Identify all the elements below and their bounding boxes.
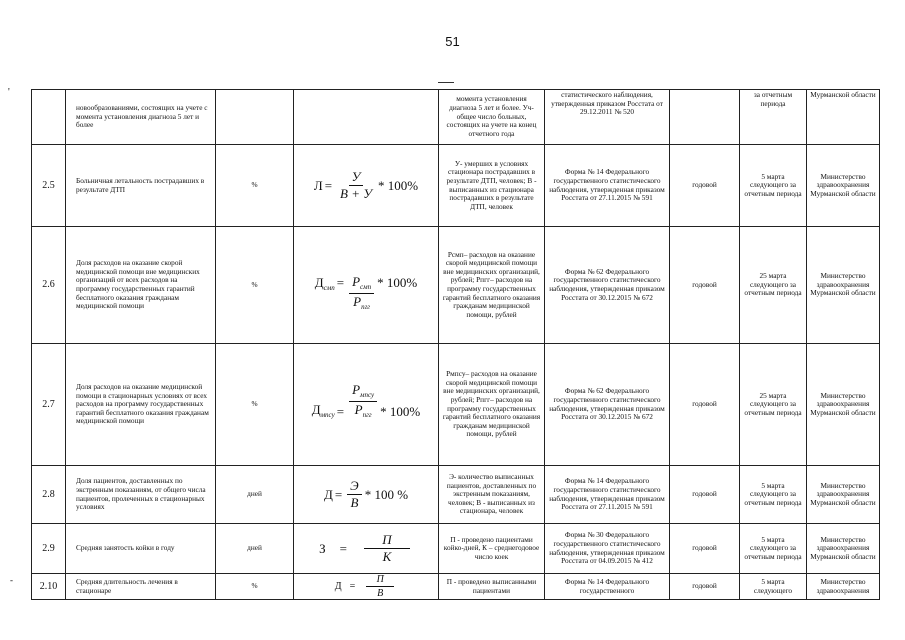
- unit: дней: [216, 524, 294, 574]
- formula: [294, 383, 438, 425]
- formula-lhs: Л: [313, 177, 323, 193]
- deadline: 25 марта следующего за отчетным периода: [740, 344, 807, 466]
- header-dash: [438, 82, 454, 83]
- formula-numerator: $Р_{мпсу}$: [349, 383, 377, 402]
- indicator-name: Доля расходов на оказание скорой медицинской помощи вне медицинских организаций от всех расходов на программу государственных гарантий бесплатного оказания гражданам медицинской помощи: [66, 227, 216, 344]
- deadline: 25 марта следующего за отчетным периода: [740, 227, 807, 344]
- indicator-name: Доля расходов на оказание медицинской помощи в стационарных условиях от всех расходов на программу государственных гарантий бесплатного оказания гражданам медицинской помощи: [66, 344, 216, 466]
- unit: %: [216, 145, 294, 227]
- deadline: 5 марта следующего за отчетным периода: [740, 524, 807, 574]
- formula: [294, 479, 438, 511]
- formula-tail: * 100%: [378, 177, 419, 193]
- row-number: 2.7: [32, 344, 66, 466]
- data-source: Форма № 14 Федерального государственного статистического наблюдения, утвержденная приказом Росстата от 27.11.2015 № 591: [545, 145, 670, 227]
- row-number: 2.6: [32, 227, 66, 344]
- formula-denominator: В: [377, 588, 384, 599]
- responsible: Министерство здравоохранения Мурманской области: [807, 145, 880, 227]
- formula-params: момента установления диагноза 5 лет и более. Уч-общее число больных, состоящих на учете на конец отчетного года: [439, 90, 545, 145]
- formula-eq: =: [334, 486, 343, 502]
- formula-denominator: $Р_{пгг}$: [354, 402, 372, 419]
- formula-tail: * 100%: [377, 274, 418, 290]
- row-number: 2.10: [32, 574, 66, 600]
- responsible: Министерство здравоохранения Мурманской области: [807, 344, 880, 466]
- formula-fraction: [337, 170, 375, 202]
- deadline: 5 марта следующего за отчетным периода: [740, 466, 807, 524]
- formula-cell: [294, 574, 439, 600]
- table-row: [32, 574, 880, 600]
- frequency: годовой: [670, 524, 740, 574]
- indicator-name: новообразованиями, состоящих на учете с момента установления диагноза 5 лет и более: [66, 90, 216, 145]
- deadline: за отчетным периода: [740, 90, 807, 145]
- data-source: статистического наблюдения, утвержденная приказом Росстата от 29.12.2011 № 520: [545, 90, 670, 145]
- indicator-name: Средняя занятость койки в году: [66, 524, 216, 574]
- formula-eq: =: [339, 540, 347, 556]
- data-source: Форма № 14 Федерального государственного статистического наблюдения, утвержденная приказом Росстата от 27.11.2015 № 591: [545, 466, 670, 524]
- formula-tail: * 100 %: [364, 486, 409, 502]
- formula-lhs: З: [319, 540, 326, 556]
- formula-numerator: $Р_{смп}$: [349, 275, 374, 294]
- row-number: 2.5: [32, 145, 66, 227]
- frequency: годовой: [670, 466, 740, 524]
- formula-params: П - проведено пациентами койко-дней, К – среднегодовое число коек: [439, 524, 545, 574]
- formula-numerator: Э: [347, 479, 362, 495]
- table-row: [32, 227, 880, 344]
- edge-mark-bottom: -: [10, 575, 13, 585]
- data-source: Форма № 62 Федерального государственного статистического наблюдения, утвержденная приказом Росстата от 30.12.2015 № 672: [545, 227, 670, 344]
- responsible: Министерство здравоохранения Мурманской области: [807, 466, 880, 524]
- responsible: Министерство здравоохранения: [807, 574, 880, 600]
- formula-fraction: [349, 383, 377, 419]
- formula: [294, 170, 438, 202]
- formula-fraction: [366, 574, 394, 599]
- formula-numerator: П: [366, 574, 394, 587]
- formula-tail: * 100%: [380, 404, 421, 420]
- data-source: Форма № 62 Федерального государственного статистического наблюдения, утвержденная приказом Росстата от 30.12.2015 № 672: [545, 344, 670, 466]
- frequency: годовой: [670, 574, 740, 600]
- formula-eq: =: [336, 274, 345, 290]
- formula-denominator: В: [350, 495, 359, 510]
- formula-fraction: [364, 533, 410, 565]
- formula-params: Э- количество выписанных пациентов, доставленных по экстренным показаниям, человек; В - выписанных из стационара, человек: [439, 466, 545, 524]
- data-source: Форма № 14 Федерального государственного: [545, 574, 670, 600]
- responsible: Министерство здравоохранения Мурманской области: [807, 524, 880, 574]
- table-row: [32, 466, 880, 524]
- indicator-name: Больничная летальность пострадавших в результате ДТП: [66, 145, 216, 227]
- formula: [294, 533, 438, 565]
- formula-cell: [294, 227, 439, 344]
- formula-eq: =: [324, 177, 333, 193]
- page-number: 51: [445, 34, 460, 49]
- unit: %: [216, 574, 294, 600]
- edge-mark-top: ': [8, 87, 10, 98]
- formula-fraction: [349, 275, 374, 311]
- frequency: годовой: [670, 145, 740, 227]
- formula-params: У- умерших в условиях стационара пострадавших в результате ДТП, человек; В - выписанных из стационара пострадавших в результате ДТП, человек: [439, 145, 545, 227]
- deadline: 5 марта следующего за отчетным периода: [740, 145, 807, 227]
- unit: [216, 90, 294, 145]
- formula-fraction: [347, 479, 362, 511]
- formula-lhs: Д: [334, 580, 342, 592]
- table-row: [32, 90, 880, 145]
- row-number: 2.9: [32, 524, 66, 574]
- formula-lhs: $Д_{мпсу}$: [311, 402, 335, 420]
- unit: %: [216, 344, 294, 466]
- formula: [294, 259, 438, 311]
- formula-cell: [294, 90, 439, 145]
- formula-denominator: $Р_{пгг}$: [353, 293, 371, 311]
- formula-params: Рсмп– расходов на оказание скорой медицинской помощи вне медицинских организаций, рублей; Рпгг– расходов на программу государственных гарантий бесплатного оказания гражданам медицинской помощи, рублей: [439, 227, 545, 344]
- data-source: Форма № 30 Федерального государственного статистического наблюдения, утвержденная приказом Росстата от 04.09.2015 № 412: [545, 524, 670, 574]
- formula-lhs: $Д_{смп}$: [314, 274, 335, 292]
- formula-denominator: В + У: [340, 186, 373, 201]
- indicators-table: [31, 89, 880, 600]
- formula-eq: =: [336, 404, 345, 420]
- responsible: Министерство здравоохранения Мурманской области: [807, 227, 880, 344]
- formula-numerator: П: [364, 533, 410, 549]
- formula-cell: [294, 344, 439, 466]
- formula: [294, 574, 438, 599]
- formula-lhs: Д: [323, 486, 333, 502]
- formula-denominator: К: [382, 549, 392, 564]
- frequency: [670, 90, 740, 145]
- table-row: [32, 524, 880, 574]
- formula-numerator: У: [349, 170, 364, 186]
- formula-params: Рмпсу– расходов на оказание скорой медицинской помощи вне медицинских организаций, рублей; Рпгг– расходов на программу государственных гарантий бесплатного оказания гражданам медицинской помощи, рублей: [439, 344, 545, 466]
- frequency: годовой: [670, 227, 740, 344]
- table-row: [32, 344, 880, 466]
- indicator-name: Средняя длительность лечения в стационаре: [66, 574, 216, 600]
- formula-params: П - проведено выписанными пациентами: [439, 574, 545, 600]
- formula-eq: =: [349, 580, 356, 592]
- formula-cell: [294, 145, 439, 227]
- indicator-name: Доля пациентов, доставленных по экстренным показаниям, от общего числа пациентов, пролеченных в стационарных условиях: [66, 466, 216, 524]
- unit: дней: [216, 466, 294, 524]
- deadline: 5 марта следующего: [740, 574, 807, 600]
- unit: %: [216, 227, 294, 344]
- formula-cell: [294, 466, 439, 524]
- table-row: [32, 145, 880, 227]
- responsible: Мурманской области: [807, 90, 880, 145]
- row-number: 2.8: [32, 466, 66, 524]
- frequency: годовой: [670, 344, 740, 466]
- formula-cell: [294, 524, 439, 574]
- row-number: [32, 90, 66, 145]
